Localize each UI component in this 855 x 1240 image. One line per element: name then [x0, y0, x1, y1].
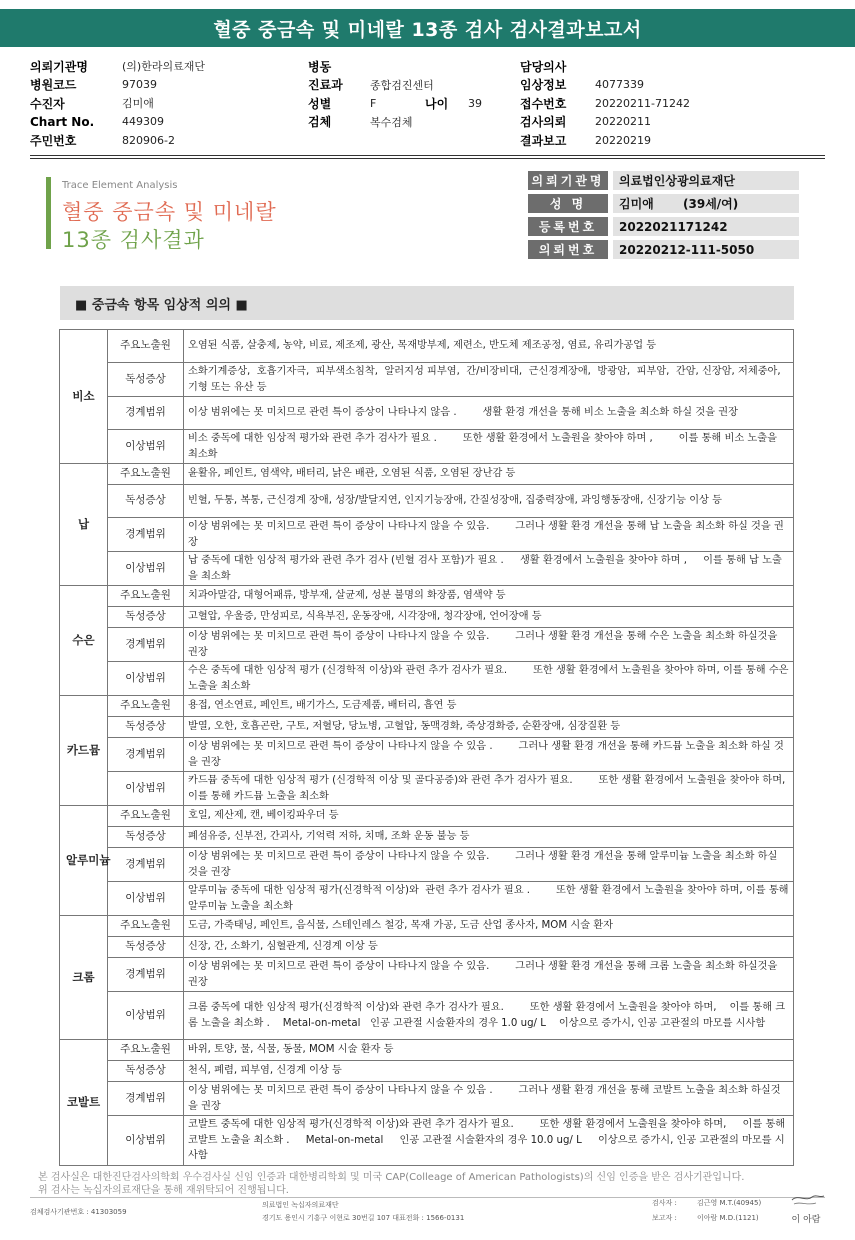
metal-name: 카드뮴 — [60, 696, 108, 806]
trace-title-line2: 13종 검사결과 — [62, 228, 205, 252]
info-label: 진료과 — [308, 78, 343, 93]
table-row — [60, 958, 794, 992]
patient-box-value: 20220212-111-5050 — [613, 240, 799, 259]
category-label: 독성증상 — [108, 827, 184, 848]
trace-subtitle: Trace Element Analysis — [62, 180, 178, 191]
category-description: 바위, 토양, 물, 식물, 동물, MOM 시술 환자 등 — [184, 1040, 794, 1061]
category-description: 알루미늄 중독에 대한 임상적 평가(신경학적 이상)와 관련 추가 검사가 필요 . 또한 생활 환경에서 노출원을 찾아야 하며, 이를 통해 알루미늄 노출을 최소화 — [184, 882, 794, 916]
info-label: Chart No. — [30, 114, 95, 129]
category-label: 경계범위 — [108, 848, 184, 882]
table-row — [60, 552, 794, 586]
category-label: 경계범위 — [108, 738, 184, 772]
category-label: 독성증상 — [108, 363, 184, 397]
category-description: 용접, 연소연료, 페인트, 배기가스, 도금제품, 배터리, 흡연 등 — [184, 696, 794, 717]
info-label: 검사의뢰 — [520, 115, 567, 130]
table-row — [60, 882, 794, 916]
info-col-3 — [520, 57, 690, 150]
category-description: 이상 범위에는 못 미치므로 관련 특이 증상이 나타나지 않을 수 있음. 그러나 생활 환경 개선을 통해 수은 노출을 최소화 하실것을 권장 — [184, 628, 794, 662]
category-label: 이상범위 — [108, 662, 184, 696]
category-description: 납 중독에 대한 임상적 평가와 관련 추가 검사 (빈혈 검사 포함)가 필요 . 생활 환경에서 노출원을 찾아야 하며 , 이를 통해 납 노출을 최소화 — [184, 552, 794, 586]
info-col-1 — [30, 57, 205, 150]
section-heading: ■ 중금속 항목 임상적 의의 ■ — [60, 286, 794, 320]
footer-notice-line: 위 검사는 녹십자의료재단을 통해 재위탁되어 진행됩니다. — [38, 1185, 289, 1196]
metal-name: 코발트 — [60, 1040, 108, 1166]
patient-box-label: 성 명 — [528, 194, 608, 213]
category-label: 경계범위 — [108, 518, 184, 552]
table-row — [60, 1116, 794, 1166]
signature-icon — [786, 1192, 826, 1228]
patient-box — [528, 171, 799, 263]
category-description: 코발트 중독에 대한 임상적 평가(신경학적 이상)와 관련 추가 검사가 필요. 또한 생활 환경에서 노출원을 찾아야 하며, 이를 통해 코발트 노출을 최소화 . Metal-on-metal 인공 고관절 시술환자의 경우 10.0 ug/ L 이상으로 증가시, 인공 고관절의 마모를 시사함 — [184, 1116, 794, 1166]
info-label: 의뢰기관명 — [30, 59, 88, 74]
category-label: 경계범위 — [108, 628, 184, 662]
category-label: 이상범위 — [108, 882, 184, 916]
info-label: 결과보고 — [520, 133, 567, 148]
patient-box-value: 의료법인상광의료재단 — [613, 171, 799, 190]
info-col-2 — [308, 57, 482, 131]
category-description: 폐섬유증, 신부전, 간괴사, 기억력 저하, 치매, 조화 운동 불능 등 — [184, 827, 794, 848]
info-label: 임상정보 — [520, 78, 567, 93]
category-description: 고혈압, 우울증, 만성피로, 식욕부진, 운동장애, 시각장애, 청각장애, 언어장애 등 — [184, 607, 794, 628]
category-description: 이상 범위에는 못 미치므로 관련 특이 증상이 나타나지 않을 수 있음. 그러나 생활 환경 개선을 통해 알루미늄 노출을 최소화 하실 것을 권장 — [184, 848, 794, 882]
table-row — [60, 662, 794, 696]
info-label: 나이 — [425, 96, 449, 111]
category-description: 오염된 식품, 살충제, 농약, 비료, 제조제, 광산, 목재방부제, 제련소, 반도체 제조공정, 염료, 유리가공업 등 — [184, 330, 794, 363]
table-row — [60, 806, 794, 827]
category-label: 이상범위 — [108, 1116, 184, 1166]
category-label: 독성증상 — [108, 937, 184, 958]
info-value: (의)한라의료재단 — [122, 60, 205, 74]
category-description: 치과아말감, 대형어패류, 방부재, 살균제, 성분 불명의 화장품, 염색약 등 — [184, 586, 794, 607]
category-label: 주요노출원 — [108, 806, 184, 827]
category-description: 비소 중독에 대한 임상적 평가와 관련 추가 검사가 필요 . 또한 생활 환경에서 노출원을 찾아야 하며 , 이를 통해 비소 노출을 최소화 — [184, 430, 794, 464]
category-description: 수은 중독에 대한 임상적 평가 (신경학적 이상)와 관련 추가 검사가 필요. 또한 생활 환경에서 노출원을 찾아야 하며, 이를 통해 수은 노출을 최소화 — [184, 662, 794, 696]
table-row — [60, 916, 794, 937]
info-label: 수진자 — [30, 96, 65, 111]
category-label: 주요노출원 — [108, 586, 184, 607]
category-description: 이상 범위에는 못 미치므로 관련 특이 증상이 나타나지 않을 수 있음. 그러나 생활 환경 개선을 통해 크롬 노출을 최소화 하실것을 권장 — [184, 958, 794, 992]
table-row — [60, 485, 794, 518]
table-row — [60, 937, 794, 958]
category-label: 주요노출원 — [108, 464, 184, 485]
signature-text: 이 아람 — [791, 1215, 821, 1225]
info-value: F — [370, 96, 377, 110]
lab-code: 검체검사기관번호 : 41303059 — [30, 1208, 127, 1216]
category-description: 신장, 간, 소화기, 심혈관계, 신경계 이상 등 — [184, 937, 794, 958]
table-row — [60, 1061, 794, 1082]
header-divider — [30, 158, 825, 159]
table-row — [60, 1040, 794, 1061]
info-value: 449309 — [122, 115, 164, 129]
info-label: 접수번호 — [520, 96, 567, 111]
report-title: 혈중 중금속 및 미네랄 13종 검사 검사결과보고서 — [0, 9, 855, 47]
category-description: 발열, 오한, 호흡곤란, 구토, 저혈당, 당뇨병, 고혈압, 동맥경화, 죽상경화증, 순환장애, 심장질환 등 — [184, 717, 794, 738]
info-label: 성별 — [308, 96, 332, 111]
info-value: 97039 — [122, 78, 157, 92]
trace-title-line1: 혈중 중금속 및 미네랄 — [62, 200, 277, 224]
category-label: 이상범위 — [108, 430, 184, 464]
table-row — [60, 330, 794, 363]
category-description: 천식, 폐렴, 피부염, 신경계 이상 등 — [184, 1061, 794, 1082]
info-label: 검체 — [308, 115, 332, 130]
category-label: 주요노출원 — [108, 916, 184, 937]
category-description: 카드뮴 중독에 대한 임상적 평가 (신경학적 이상 및 골다공증)와 관련 추가 검사가 필요. 또한 생활 환경에서 노출원을 찾아야 하며, 이를 통해 카드뮴 노출을 최소화 — [184, 772, 794, 806]
category-description: 소화기계증상, 호흡기자극, 피부색소침착, 알러지성 피부염, 간/비장비대, 근신경계장애, 방광암, 피부암, 간암, 신장암, 저체중아, 기형 또는 유산 등 — [184, 363, 794, 397]
tester-name: 김근영 M.T.(40945) — [697, 1199, 762, 1207]
table-row — [60, 628, 794, 662]
category-label: 독성증상 — [108, 1061, 184, 1082]
category-description: 빈혈, 두통, 복통, 근신경계 장애, 성장/발달지연, 인지기능장애, 간질성장애, 집중력장애, 과잉행동장애, 신장기능 이상 등 — [184, 485, 794, 518]
category-label: 이상범위 — [108, 772, 184, 806]
table-row — [60, 1082, 794, 1116]
table-row — [60, 607, 794, 628]
category-description: 이상 범위에는 못 미치므로 관련 특이 증상이 나타나지 않을 수 있음. 그러나 생활 환경 개선을 통해 납 노출을 최소화 하실 것을 권장 — [184, 518, 794, 552]
table-row — [60, 430, 794, 464]
info-value: 종합검진센터 — [370, 78, 434, 92]
category-label: 독성증상 — [108, 607, 184, 628]
info-label: 담당의사 — [520, 59, 567, 74]
accent-bar — [46, 177, 51, 249]
category-description: 윤활유, 페인트, 염색약, 배터리, 낡은 배관, 오염된 식품, 오염된 장난감 등 — [184, 464, 794, 485]
info-label: 병동 — [308, 59, 332, 74]
table-row — [60, 363, 794, 397]
tester-label: 검사자 : — [652, 1199, 677, 1207]
patient-box-value: 김미애 (39세/여) — [613, 194, 799, 213]
category-label: 경계범위 — [108, 1082, 184, 1116]
category-description: 도금, 가죽태닝, 페인트, 음식물, 스테인레스 철강, 목재 가공, 도금 산업 종사자, MOM 시술 환자 — [184, 916, 794, 937]
info-value: 20220211 — [595, 115, 651, 129]
metal-name: 비소 — [60, 330, 108, 464]
footer-notice — [38, 1171, 828, 1197]
category-description: 크롬 중독에 대한 임상적 평가(신경학적 이상)와 관련 추가 검사가 필요. 또한 생활 환경에서 노출원을 찾아야 하며, 이를 통해 크롬 노출을 최소화 . Metal-on-metal 인공 고관절 시술환자의 경우 1.0 ug/ L 이상으로 증가시, 인공 고관절의 마모를 시사함 — [184, 992, 794, 1040]
category-label: 주요노출원 — [108, 696, 184, 717]
info-value: 복수검체 — [370, 115, 413, 129]
category-description: 이상 범위에는 못 미치므로 관련 특이 증상이 나타나지 않을 수 있음 . 그러나 생활 환경 개선을 통해 카드뮴 노출을 최소화 하실 것을 권장 — [184, 738, 794, 772]
info-value: 4077339 — [595, 78, 644, 92]
metal-name: 납 — [60, 464, 108, 586]
category-label: 이상범위 — [108, 552, 184, 586]
info-value: 39 — [468, 96, 482, 110]
table-row — [60, 397, 794, 430]
table-row — [60, 848, 794, 882]
info-value: 20220219 — [595, 133, 651, 147]
patient-box-label: 의뢰번호 — [528, 240, 608, 259]
metal-name: 알루미늄 — [60, 806, 108, 916]
category-label: 주요노출원 — [108, 1040, 184, 1061]
table-row — [60, 738, 794, 772]
header-divider — [30, 155, 825, 156]
footer-notice-line: 본 검사실은 대한진단검사의학회 우수검사실 신임 인증과 대한병리학회 및 미국 CAP(Colleage of American Pathologists)의 신임 인증을 받은 검사기관입니다. — [38, 1172, 745, 1183]
patient-box-label: 의뢰기관명 — [528, 171, 608, 190]
category-description: 이상 범위에는 못 미치므로 관련 특이 증상이 나타나지 않을 수 있음 . 그러나 생활 환경 개선을 통해 코발트 노출을 최소화 하실것을 권장 — [184, 1082, 794, 1116]
info-label: 주민번호 — [30, 133, 77, 148]
category-label: 주요노출원 — [108, 330, 184, 363]
patient-box-value: 2022021171242 — [613, 217, 799, 236]
table-row — [60, 518, 794, 552]
info-value: 820906-2 — [122, 133, 175, 147]
category-label: 독성증상 — [108, 717, 184, 738]
table-row — [60, 586, 794, 607]
category-label: 경계범위 — [108, 958, 184, 992]
info-value: 20220211-71242 — [595, 96, 690, 110]
table-row — [60, 992, 794, 1040]
table-row — [60, 696, 794, 717]
metal-name: 크롬 — [60, 916, 108, 1040]
table-row — [60, 827, 794, 848]
org-address: 경기도 용인시 기흥구 이현로 30번길 107 대표전화 : 1566-0131 — [262, 1214, 465, 1222]
category-label: 경계범위 — [108, 397, 184, 430]
table-row — [60, 772, 794, 806]
category-description: 호일, 제산제, 캔, 베이킹파우더 등 — [184, 806, 794, 827]
org-name: 의료법인 녹십자의료재단 — [262, 1201, 339, 1209]
category-label: 이상범위 — [108, 992, 184, 1040]
reporter-name: 이아람 M.D.(1121) — [697, 1214, 759, 1222]
info-value: 김미애 — [122, 97, 154, 111]
info-label: 병원코드 — [30, 78, 77, 93]
metal-name: 수은 — [60, 586, 108, 696]
reporter-label: 보고자 : — [652, 1214, 677, 1222]
category-description: 이상 범위에는 못 미치므로 관련 특이 증상이 나타나지 않음 . 생활 환경 개선을 통해 비소 노출을 최소화 하실 것을 권장 — [184, 397, 794, 430]
patient-box-label: 등록번호 — [528, 217, 608, 236]
category-label: 독성증상 — [108, 485, 184, 518]
metal-significance-table — [59, 329, 794, 1166]
table-row — [60, 464, 794, 485]
table-row — [60, 717, 794, 738]
